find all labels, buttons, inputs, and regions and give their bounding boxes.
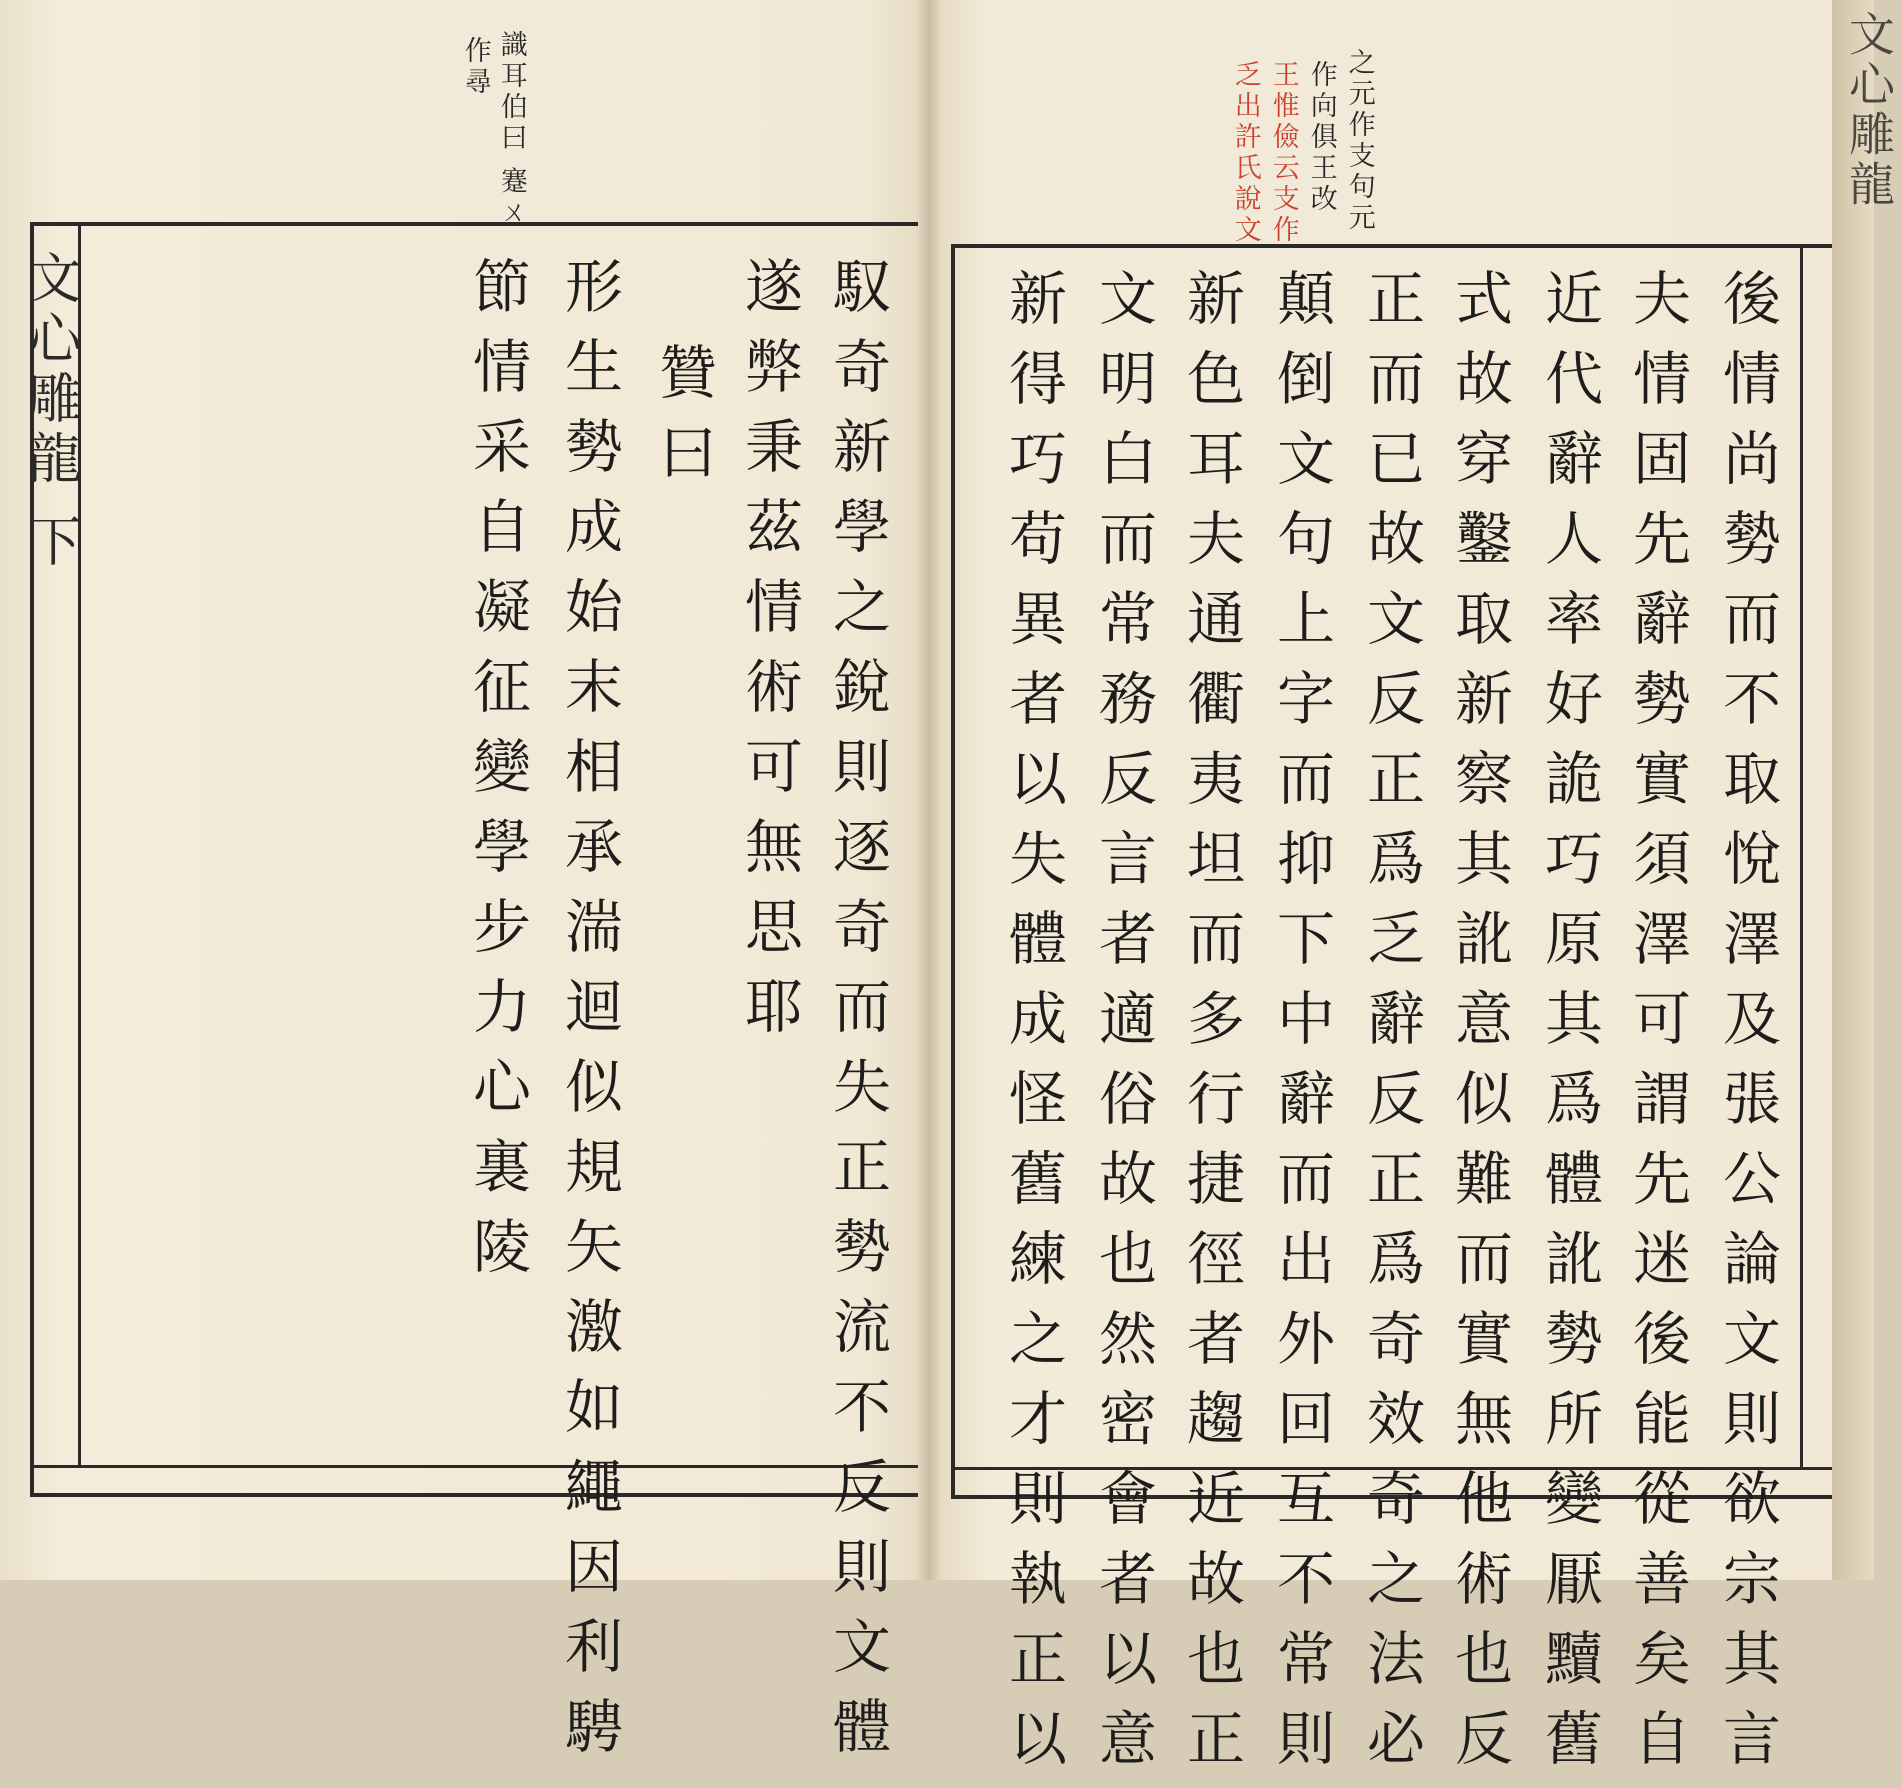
right-page-fold-edge xyxy=(1832,0,1874,1580)
right-text-column-1: 後情尚勢而不取悅澤及張公論文則欲宗其言 xyxy=(1713,268,1781,1788)
right-edge-rule xyxy=(1800,244,1803,1467)
right-text-column-8: 文明白而常務反言者適俗故也然密會者以意 xyxy=(1089,268,1157,1788)
left-text-column-2: 遂弊秉茲情術可無思耶 xyxy=(735,256,803,1056)
right-top-annotation-4: 乏出許氏說文 xyxy=(1229,60,1261,246)
right-text-column-9: 新得巧苟異者以失體成怪舊練之才則執正以 xyxy=(999,268,1067,1788)
left-top-annotation-2: 作尋 xyxy=(459,36,491,98)
right-text-column-6: 顛倒文句上字而抑下中辭而出外回互不常則 xyxy=(1267,268,1335,1788)
left-text-column-4: 形生勢成始末相承湍迴似規矢激如繩因利騁 xyxy=(555,256,623,1776)
right-top-annotation-2: 作向俱王改 xyxy=(1305,60,1337,215)
right-text-column-2: 夫情固先辭勢實須澤可謂先迷後能從善矣自 xyxy=(1623,268,1691,1788)
left-top-annotation-1: 識耳伯曰 蹇ㄨ xyxy=(495,30,527,229)
right-top-annotation-1: 之元作支句元 xyxy=(1343,48,1375,234)
left-text-column-3: 贊曰 xyxy=(649,342,717,502)
left-inner-rule xyxy=(30,1465,923,1468)
right-top-annotation-3: 王惟儉云支作 xyxy=(1267,60,1299,246)
left-text-column-5: 節情采自凝征變學步力心裏陵 xyxy=(463,256,531,1296)
right-text-column-7: 新色耳夫通衢夷坦而多行捷徑者趨近故也正 xyxy=(1177,268,1245,1788)
right-text-column-3: 近代辭人率好詭巧原其爲體訛勢所變厭黷舊 xyxy=(1535,268,1603,1788)
left-text-column-1: 馭奇新學之銳則逐奇而失正勢流不反則文體 xyxy=(823,256,891,1776)
left-edge-title: 文心雕龍 下 xyxy=(19,250,82,574)
right-text-column-5: 正而已故文反正爲乏辭反正爲奇效奇之法必 xyxy=(1357,268,1425,1788)
right-edge-title: 文心雕龍 xyxy=(1842,10,1896,210)
left-page xyxy=(0,0,928,1776)
right-text-column-4: 式故穿鑿取新察其訛意似難而實無他術也反 xyxy=(1445,268,1513,1788)
